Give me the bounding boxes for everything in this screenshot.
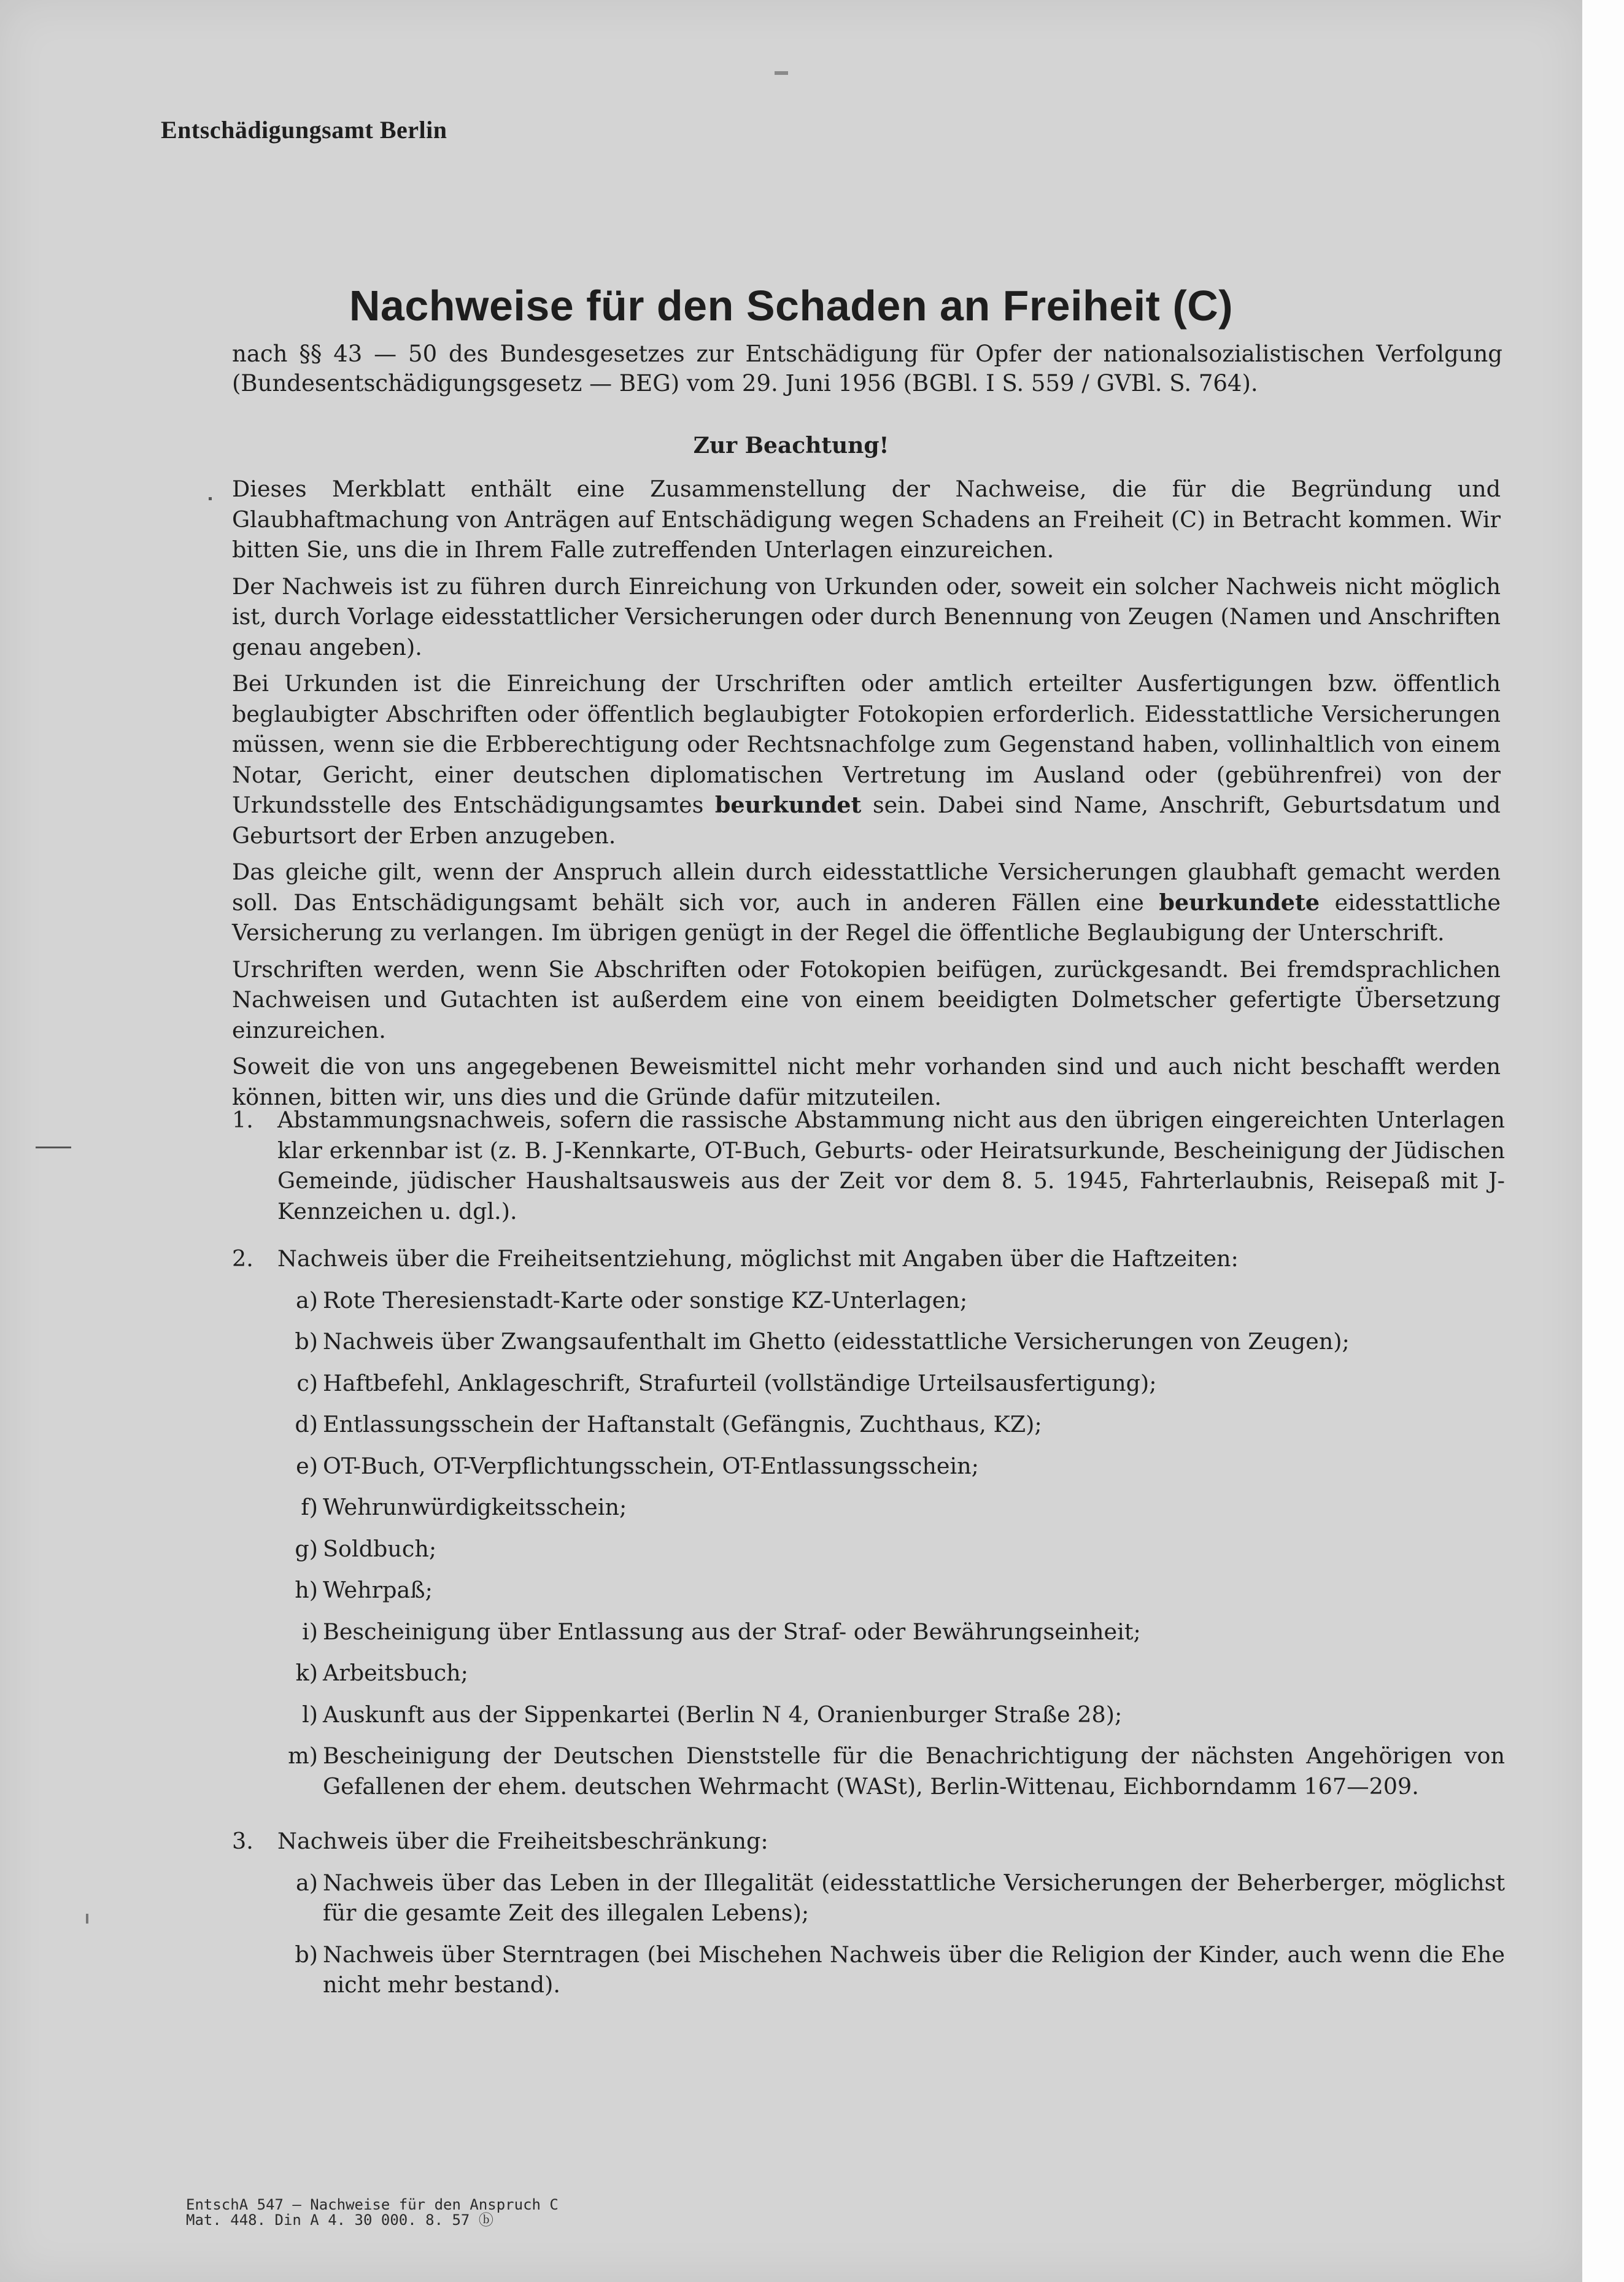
emphasis: beurkundet — [714, 792, 862, 818]
sub-item — [277, 1492, 1505, 1523]
footer-line: EntschA 547 — Nachweise für den Anspruch C — [186, 2196, 559, 2213]
text-fragment: eidesstattliche Versicherung zu verlangen. Im übrigen genügt in der Regel die öffentliche Beglaubigung der Unterschrift. — [232, 889, 1501, 946]
sub-label: e) — [296, 1452, 318, 1479]
item-number: 2. — [232, 1245, 253, 1272]
text-fragment: Bei Urkunden ist die Einreichung der Urschriften oder amtlich erteilter Ausfertigungen bzw. öffentlich beglaubigter Abschriften oder öffentlich beglaubigter Fotokopien erforderlich. Eidesstattliche Versicherungen müssen, wenn sie die Erbberechtigung oder Rechtsnachfolge zum Gegenstand haben, vollinhaltlich von einem Notar, Gericht, einer deutschen diplomatischen Vertretung im Ausland oder (gebührenfrei) von der Urkundsstelle des Entschädigungsamtes — [232, 670, 1501, 818]
sub-text: OT-Buch, OT-Verpflichtungsschein, OT-Entlassungsschein; — [323, 1452, 979, 1479]
sub-label: i) — [302, 1618, 318, 1645]
sub-item — [277, 1658, 1505, 1688]
sub-item — [277, 1285, 1505, 1316]
sub-item — [277, 1700, 1505, 1730]
notice-paragraph: Dieses Merkblatt enthält eine Zusammenstellung der Nachweise, die für die Begründung und Glaubhaftmachung von Anträgen auf Entschädigung wegen Schadens an Freiheit (C) in Betracht kommen. Wir bitten Sie, uns die in Ihrem Falle zutreffenden Unterlagen einzureichen. — [232, 476, 1501, 563]
sub-label: k) — [295, 1660, 318, 1686]
sub-text: Arbeitsbuch; — [323, 1660, 468, 1686]
item-text: Nachweis über die Freiheitsbeschränkung: — [277, 1828, 768, 1854]
sub-label: a) — [295, 1286, 318, 1313]
sub-item — [277, 1534, 1505, 1565]
sub-item — [277, 1326, 1505, 1357]
sub-text: Auskunft aus der Sippenkartei (Berlin N 4, Oranienburger Straße 28); — [323, 1701, 1123, 1728]
sub-text: Wehrpaß; — [323, 1577, 433, 1603]
list-item — [232, 1243, 1505, 1801]
sub-text: Bescheinigung über Entlassung aus der Straf- oder Bewährungseinheit; — [323, 1618, 1141, 1645]
evidence-list — [232, 1105, 1505, 2000]
margin-mark — [36, 1147, 71, 1148]
sub-text: Wehrunwürdigkeitsschein; — [323, 1494, 627, 1520]
sub-item — [277, 1451, 1505, 1482]
sub-label: g) — [295, 1535, 318, 1562]
paper-speck — [86, 1914, 88, 1924]
sub-text: Soldbuch; — [323, 1535, 437, 1562]
issuing-office: Entschädigungsamt Berlin — [161, 116, 447, 144]
sub-label: l) — [302, 1701, 318, 1728]
sub-text: Nachweis über Sterntragen (bei Mischehen Nachweis über die Religion der Kinder, auch wenn die Ehe nicht mehr bestand). — [323, 1941, 1505, 1998]
notice-paragraph — [232, 668, 1501, 851]
notice-paragraph: Urschriften werden, wenn Sie Abschriften oder Fotokopien beifügen, zurückgesandt. Bei fremdsprachlichen Nachweisen und Gutachten ist außerdem eine von einem beeidigten Dolmetscher gefertigte Übersetzung einzureichen. — [232, 956, 1501, 1043]
scan-margin — [1582, 0, 1624, 2282]
sub-text: Nachweis über Zwangsaufenthalt im Ghetto (eidesstattliche Versicherungen von Zeugen); — [323, 1328, 1350, 1355]
notice-paragraph — [232, 857, 1501, 948]
sub-label: f) — [301, 1494, 318, 1520]
document-title: Nachweise für den Schaden an Freiheit (C) — [349, 282, 1234, 330]
sub-text: Rote Theresienstadt-Karte oder sonstige KZ-Unterlagen; — [323, 1286, 968, 1313]
item-number: 3. — [232, 1828, 253, 1854]
list-item — [232, 1105, 1505, 1226]
sub-label: b) — [295, 1941, 318, 1968]
sub-item — [277, 1868, 1505, 1928]
sub-item — [277, 1617, 1505, 1647]
text-fragment: sein. Dabei sind Name, Anschrift, Geburtsdatum und Geburtsort der Erben anzugeben. — [232, 792, 1501, 849]
footer-line: Mat. 448. Din A 4. 30 000. 8. 57 ⓑ — [186, 2211, 493, 2229]
sub-text: Nachweis über das Leben in der Illegalität (eidesstattliche Versicherungen der Beherberger, möglichst für die gesamte Zeit des illegalen Lebens); — [323, 1869, 1505, 1926]
sub-label: h) — [295, 1577, 318, 1603]
sub-item — [277, 1575, 1505, 1606]
paper-speck — [775, 71, 788, 75]
notice-heading: Zur Beachtung! — [693, 433, 889, 458]
list-item — [232, 1826, 1505, 2000]
paper-speck — [209, 497, 212, 500]
notice-body — [232, 474, 1501, 1118]
sub-label: a) — [295, 1869, 318, 1896]
item-text: Abstammungsnachweis, sofern die rassische Abstammung nicht aus den übrigen eingereichten Unterlagen klar erkennbar ist (z. B. J-Kennkarte, OT-Buch, Geburts- oder Heiratsurkunde, Bescheinigung der Jüdischen Gemeinde, jüdischer Haushaltsausweis aus der Zeit vor dem 8. 5. 1945, Fahrterlaubnis, Reisepaß mit J-Kennzeichen u. dgl.). — [277, 1107, 1505, 1224]
sub-label: b) — [295, 1328, 318, 1355]
notice-paragraph: Soweit die von uns angegebenen Beweismittel nicht mehr vorhanden sind und auch nicht beschafft werden können, bitten wir, uns dies und die Gründe dafür mitzuteilen. — [232, 1053, 1501, 1110]
sub-item — [277, 1409, 1505, 1440]
sub-item — [277, 1368, 1505, 1399]
item-text: Nachweis über die Freiheitsentziehung, möglichst mit Angaben über die Haftzeiten: — [277, 1245, 1239, 1272]
sub-text: Haftbefehl, Anklageschrift, Strafurteil (vollständige Urteilsausfertigung); — [323, 1369, 1157, 1396]
form-footer — [186, 2197, 559, 2228]
sub-label: c) — [296, 1369, 318, 1396]
sub-label: d) — [295, 1411, 318, 1437]
text-fragment: Das gleiche gilt, wenn der Anspruch allein durch eidesstattliche Versicherungen glaubhaft gemacht werden soll. Das Entschädigungsamt behält sich vor, auch in anderen Fällen eine — [232, 859, 1501, 916]
sub-text: Entlassungsschein der Haftanstalt (Gefängnis, Zuchthaus, KZ); — [323, 1411, 1042, 1437]
legal-basis: nach §§ 43 — 50 des Bundesgesetzes zur Entschädigung für Opfer der nationalsozialistischen Verfolgung (Bundesentschädigungsgesetz — BEG) vom 29. Juni 1956 (BGBl. I S. 559 / GVBl. S. 764). — [232, 341, 1502, 396]
sub-text: Bescheinigung der Deutschen Dienststelle für die Benachrichtigung der nächsten Angehörigen von Gefallenen der ehem. deutschen Wehrmacht (WASt), Berlin-Wittenau, Eichborndamm 167—209. — [323, 1742, 1505, 1800]
sub-item — [277, 1940, 1505, 2000]
sub-label: m) — [288, 1742, 318, 1769]
notice-paragraph: Der Nachweis ist zu führen durch Einreichung von Urkunden oder, soweit ein solcher Nachweis nicht möglich ist, durch Vorlage eidesstattlicher Versicherungen oder durch Benennung von Zeugen (Namen und Anschriften genau angeben). — [232, 573, 1501, 660]
emphasis: beurkundete — [1159, 889, 1320, 916]
sub-item — [277, 1741, 1505, 1801]
item-number: 1. — [232, 1107, 253, 1133]
